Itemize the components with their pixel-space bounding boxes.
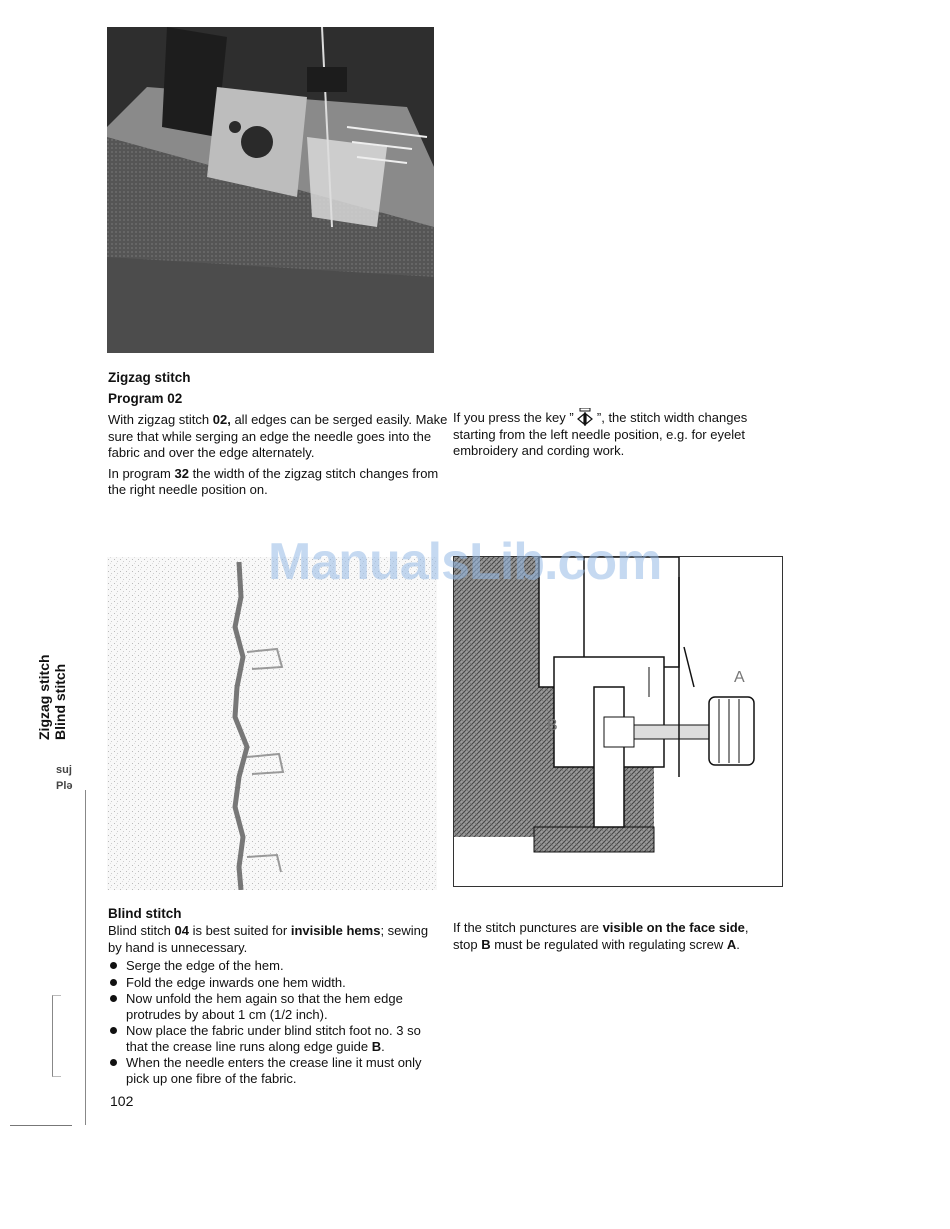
zigzag-paragraph-2: In program 32 the width of the zigzag stitch changes from the right needle position on. <box>108 465 439 497</box>
zigzag-title: Zigzag stitch <box>108 370 191 385</box>
list-item: Fold the edge inwards one hem width. <box>108 975 443 991</box>
face-side-paragraph: If the stitch punctures are visible on the face side, stop B must be regulated with regulating screw A. <box>453 920 749 952</box>
list-item: Now unfold the hem again so that the hem edge protrudes by about 1 cm (1/2 inch). <box>108 991 443 1022</box>
blind-stitch-section <box>108 905 443 1087</box>
stitch-width-key-icon <box>577 408 593 426</box>
blind-stitch-title: Blind stitch <box>108 906 182 921</box>
list-item: When the needle enters the crease line it must only pick up one fibre of the fabric. <box>108 1055 443 1086</box>
page-number: 102 <box>110 1093 134 1109</box>
diagram-label-a: A <box>734 669 745 686</box>
zigzag-program: Program 02 <box>108 391 183 406</box>
margin-rule <box>85 790 86 1125</box>
stitch-width-key-paragraph: If you press the key ” ”, the stitch width changes starting from the left needle position, e.g. for eyelet embroidery and cording work. <box>453 410 748 458</box>
blind-stitch-foot-diagram <box>453 556 783 887</box>
chapter-tab-mirror: suj Plə <box>56 764 73 792</box>
chapter-tab-label: Zigzag stitch Blind stitch <box>36 654 68 740</box>
blind-stitch-intro: Blind stitch 04 is best suited for invisible hems; sewing by hand is unnecessary. <box>108 923 429 955</box>
zigzag-foot-photo <box>107 27 434 353</box>
bottom-rule <box>10 1125 72 1126</box>
zigzag-section <box>108 369 448 499</box>
blind-stitch-steps <box>108 958 443 1086</box>
margin-bracket <box>52 995 61 1077</box>
zigzag-paragraph-1: With zigzag stitch 02, all edges can be serged easily. Make sure that while serging an edge the needle goes into the fabric and over the edge alternately. <box>108 412 448 460</box>
list-item: Serge the edge of the hem. <box>108 958 443 974</box>
watermark: ManualsLib.com <box>268 533 662 591</box>
diagram-label-b: B <box>547 717 558 734</box>
chapter-side-tab <box>36 640 76 740</box>
blind-stitch-sample-image <box>107 557 437 890</box>
list-item: Now place the fabric under blind stitch foot no. 3 so that the crease line runs along edge guide B. <box>108 1023 443 1054</box>
